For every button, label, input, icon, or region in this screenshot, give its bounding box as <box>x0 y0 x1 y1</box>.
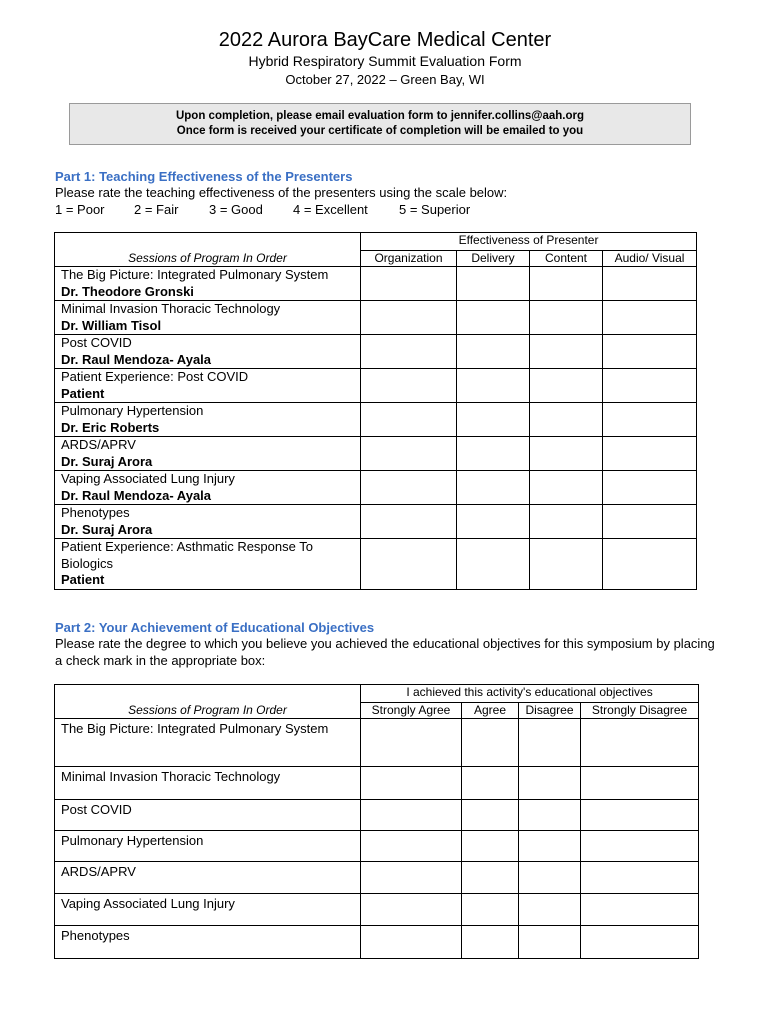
speaker-name: Patient <box>61 572 105 587</box>
session-cell: Minimal Invasion Thoracic Technology <box>55 767 361 800</box>
session-cell: Phenotypes <box>55 926 361 959</box>
col-strongly-disagree: Strongly Disagree <box>581 703 699 719</box>
presenter-effectiveness-table <box>54 232 697 590</box>
part1-heading: Part 1: Teaching Effectiveness of the Presenters <box>55 169 353 184</box>
check-disagree-cell[interactable] <box>519 719 581 767</box>
check-strongly-agree-cell[interactable] <box>361 862 462 894</box>
rating-organization-cell[interactable] <box>361 403 457 437</box>
table1-corner-cell <box>55 233 361 251</box>
check-strongly-disagree-cell[interactable] <box>581 719 699 767</box>
table-row <box>55 471 697 505</box>
col-agree: Agree <box>462 703 519 719</box>
scale-fair: 2 = Fair <box>134 202 179 217</box>
table-row <box>55 894 699 926</box>
rating-content-cell[interactable] <box>530 437 603 471</box>
check-strongly-agree-cell[interactable] <box>361 894 462 926</box>
check-disagree-cell[interactable] <box>519 831 581 862</box>
rating-organization-cell[interactable] <box>361 471 457 505</box>
event-date-location: October 27, 2022 – Green Bay, WI <box>285 72 485 87</box>
check-strongly-disagree-cell[interactable] <box>581 831 699 862</box>
notice-line-certificate: Once form is received your certificate of completion will be emailed to you <box>176 125 584 137</box>
speaker-name: Dr. Suraj Arora <box>61 453 153 469</box>
session-title: Post COVID <box>61 335 132 350</box>
rating-audio-visual-cell[interactable] <box>603 403 697 437</box>
check-strongly-disagree-cell[interactable] <box>581 800 699 831</box>
table-row <box>55 800 699 831</box>
check-agree-cell[interactable] <box>462 719 519 767</box>
col-strongly-agree: Strongly Agree <box>361 703 462 719</box>
check-strongly-disagree-cell[interactable] <box>581 926 699 959</box>
check-disagree-cell[interactable] <box>519 862 581 894</box>
check-disagree-cell[interactable] <box>519 800 581 831</box>
check-disagree-cell[interactable] <box>519 767 581 800</box>
rating-delivery-cell[interactable] <box>457 369 530 403</box>
rating-organization-cell[interactable] <box>361 369 457 403</box>
check-strongly-agree-cell[interactable] <box>361 926 462 959</box>
session-cell: Post COVID <box>55 800 361 831</box>
session-cell <box>55 267 361 301</box>
table-row <box>55 505 697 539</box>
check-agree-cell[interactable] <box>462 894 519 926</box>
check-strongly-disagree-cell[interactable] <box>581 862 699 894</box>
rating-organization-cell[interactable] <box>361 335 457 369</box>
rating-delivery-cell[interactable] <box>457 301 530 335</box>
scale-superior: 5 = Superior <box>399 202 471 217</box>
rating-organization-cell[interactable] <box>361 437 457 471</box>
session-cell: The Big Picture: Integrated Pulmonary System <box>55 719 361 767</box>
check-agree-cell[interactable] <box>462 831 519 862</box>
speaker-name: Patient <box>61 385 105 401</box>
rating-delivery-cell[interactable] <box>457 539 530 590</box>
rating-audio-visual-cell[interactable] <box>603 369 697 403</box>
table2-group-header: I achieved this activity's educational objectives <box>361 685 699 703</box>
part2-heading: Part 2: Your Achievement of Educational Objectives <box>55 620 375 635</box>
table2-session-header: Sessions of Program In Order <box>55 703 361 719</box>
rating-content-cell[interactable] <box>530 267 603 301</box>
session-cell <box>55 403 361 437</box>
rating-organization-cell[interactable] <box>361 539 457 590</box>
rating-delivery-cell[interactable] <box>457 471 530 505</box>
check-agree-cell[interactable] <box>462 926 519 959</box>
rating-audio-visual-cell[interactable] <box>603 471 697 505</box>
part2-instructions: Please rate the degree to which you believe you achieved the educational objectives for this symposium by placing a check mark in the appropriate box: <box>55 636 715 668</box>
check-strongly-disagree-cell[interactable] <box>581 894 699 926</box>
session-title: Minimal Invasion Thoracic Technology <box>61 301 281 316</box>
session-title: Pulmonary Hypertension <box>61 403 204 418</box>
rating-audio-visual-cell[interactable] <box>603 539 697 590</box>
session-cell: ARDS/APRV <box>55 862 361 894</box>
session-title: ARDS/APRV <box>61 437 136 452</box>
notice-line-email: Upon completion, please email evaluation form to jennifer.collins@aah.org <box>175 110 585 122</box>
table-row <box>55 335 697 369</box>
check-disagree-cell[interactable] <box>519 894 581 926</box>
col-disagree: Disagree <box>519 703 581 719</box>
table1-group-header: Effectiveness of Presenter <box>361 233 697 251</box>
col-organization: Organization <box>361 251 457 267</box>
scale-excellent: 4 = Excellent <box>293 202 368 217</box>
scale-good: 3 = Good <box>209 202 263 217</box>
table-row <box>55 301 697 335</box>
table1-session-header: Sessions of Program In Order <box>55 251 361 267</box>
col-audio-visual: Audio/ Visual <box>603 251 697 267</box>
rating-scale <box>55 202 725 219</box>
rating-content-cell[interactable] <box>530 505 603 539</box>
session-cell <box>55 505 361 539</box>
table-row <box>55 539 697 590</box>
scale-poor: 1 = Poor <box>55 202 105 217</box>
speaker-name: Dr. Raul Mendoza- Ayala <box>61 351 212 367</box>
check-strongly-agree-cell[interactable] <box>361 719 462 767</box>
col-delivery: Delivery <box>457 251 530 267</box>
session-title: Vaping Associated Lung Injury <box>61 471 235 486</box>
check-strongly-agree-cell[interactable] <box>361 800 462 831</box>
submission-notice-box <box>69 103 691 145</box>
table-row <box>55 369 697 403</box>
rating-audio-visual-cell[interactable] <box>603 437 697 471</box>
session-cell: Vaping Associated Lung Injury <box>55 894 361 926</box>
session-title: Phenotypes <box>61 505 130 520</box>
table-row <box>55 831 699 862</box>
session-cell <box>55 335 361 369</box>
rating-organization-cell[interactable] <box>361 301 457 335</box>
rating-organization-cell[interactable] <box>361 267 457 301</box>
rating-delivery-cell[interactable] <box>457 335 530 369</box>
table-row <box>55 926 699 959</box>
speaker-name: Dr. Eric Roberts <box>61 419 160 435</box>
rating-content-cell[interactable] <box>530 471 603 505</box>
rating-audio-visual-cell[interactable] <box>603 301 697 335</box>
educational-objectives-table <box>54 684 699 959</box>
table-row <box>55 267 697 301</box>
rating-delivery-cell[interactable] <box>457 267 530 301</box>
table-row <box>55 767 699 800</box>
speaker-name: Dr. Theodore Gronski <box>61 283 194 299</box>
rating-delivery-cell[interactable] <box>457 437 530 471</box>
session-cell <box>55 539 361 590</box>
table-row <box>55 862 699 894</box>
rating-content-cell[interactable] <box>530 369 603 403</box>
rating-organization-cell[interactable] <box>361 505 457 539</box>
rating-content-cell[interactable] <box>530 539 603 590</box>
session-title: Patient Experience: Asthmatic Response To Biologics <box>61 539 313 571</box>
rating-delivery-cell[interactable] <box>457 505 530 539</box>
check-agree-cell[interactable] <box>462 767 519 800</box>
speaker-name: Dr. Suraj Arora <box>61 521 153 537</box>
session-cell <box>55 369 361 403</box>
speaker-name: Dr. William Tisol <box>61 317 162 333</box>
session-cell <box>55 301 361 335</box>
rating-audio-visual-cell[interactable] <box>603 335 697 369</box>
table-row <box>55 403 697 437</box>
session-cell: Pulmonary Hypertension <box>55 831 361 862</box>
rating-audio-visual-cell[interactable] <box>603 505 697 539</box>
check-strongly-agree-cell[interactable] <box>361 767 462 800</box>
rating-delivery-cell[interactable] <box>457 403 530 437</box>
rating-content-cell[interactable] <box>530 335 603 369</box>
speaker-name: Dr. Raul Mendoza- Ayala <box>61 487 212 503</box>
rating-content-cell[interactable] <box>530 403 603 437</box>
check-strongly-disagree-cell[interactable] <box>581 767 699 800</box>
session-title: Patient Experience: Post COVID <box>61 369 249 384</box>
session-cell <box>55 437 361 471</box>
table-row <box>55 437 697 471</box>
table-row <box>55 719 699 767</box>
table2-corner-cell <box>55 685 361 703</box>
col-content: Content <box>530 251 603 267</box>
check-agree-cell[interactable] <box>462 862 519 894</box>
form-subtitle: Hybrid Respiratory Summit Evaluation Form <box>248 53 522 69</box>
rating-audio-visual-cell[interactable] <box>603 267 697 301</box>
check-disagree-cell[interactable] <box>519 926 581 959</box>
part1-instructions: Please rate the teaching effectiveness of the presenters using the scale below: <box>55 185 508 200</box>
session-cell <box>55 471 361 505</box>
check-strongly-agree-cell[interactable] <box>361 831 462 862</box>
check-agree-cell[interactable] <box>462 800 519 831</box>
rating-content-cell[interactable] <box>530 301 603 335</box>
session-title: The Big Picture: Integrated Pulmonary System <box>61 267 329 282</box>
form-title: 2022 Aurora BayCare Medical Center <box>218 29 552 51</box>
